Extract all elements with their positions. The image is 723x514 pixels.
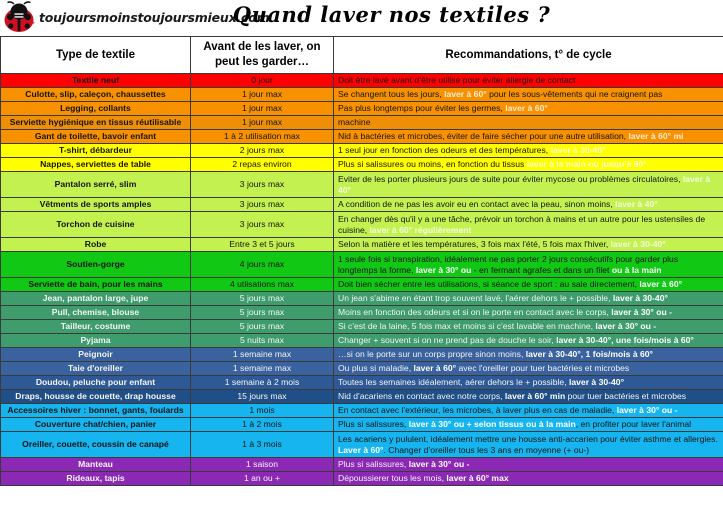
wash-temperature-highlight: laver à 30° ou - (611, 307, 673, 317)
recommendation-text: …si on le porte sur un corps propre sinon moins, (338, 349, 526, 359)
column-header-type: Type de textile (1, 37, 191, 74)
recommendation-text-cont: avec l'oreiller pour tuer bactéries et microbes (456, 363, 630, 373)
table-header-row (1, 37, 723, 74)
table-row (1, 158, 723, 172)
recommendation-text: Les acariens y pululent, idéalement mettre une housse anti-accarien pour éviter asthme et allergies. (338, 433, 718, 444)
wash-temperature-highlight: laver à 40° (338, 173, 711, 195)
cell-duration: 5 jours max (191, 292, 334, 306)
cell-textile-type: Serviette de bain, pour les mains (1, 278, 191, 292)
cell-duration: 1 mois (191, 404, 334, 418)
wash-temperature-highlight: laver à 30-40° (612, 293, 668, 303)
table-row (1, 306, 723, 320)
cell-recommendation (334, 88, 723, 102)
cell-recommendation (334, 320, 723, 334)
wash-frequency-table (0, 36, 723, 486)
recommendation-text: Selon la matière et les températures, 3 fois max l'été, 5 fois max l'hiver, (338, 239, 611, 249)
wash-temperature-highlight: laver à 40° (615, 199, 658, 209)
cell-duration: 1 jour max (191, 102, 334, 116)
cell-recommendation (334, 404, 723, 418)
cell-textile-type: Gant de toilette, bavoir enfant (1, 130, 191, 144)
cell-recommendation (334, 376, 723, 390)
cell-duration: 3 jours max (191, 212, 334, 238)
table-row (1, 278, 723, 292)
cell-duration: 2 jours max (191, 144, 334, 158)
cell-recommendation (334, 348, 723, 362)
cell-duration: 1 jour max (191, 88, 334, 102)
recommendation-text: Ou plus si maladie, (338, 363, 414, 373)
wash-temperature-highlight: laver à 60° (505, 103, 548, 113)
recommendation-text: 1 seul jour en fonction des odeurs et des températures, (338, 145, 551, 155)
table-row (1, 144, 723, 158)
cell-textile-type: Tailleur, costume (1, 320, 191, 334)
table-row (1, 348, 723, 362)
cell-textile-type: T-shirt, débardeur (1, 144, 191, 158)
recommendation-text: Plus si salissures ou moins, en fonction du tissus (338, 159, 527, 169)
cell-duration: 2 repas environ (191, 158, 334, 172)
cell-recommendation (334, 172, 723, 198)
recommendation-text-cont: pour les sous-vêtements qui ne craignent pas (486, 89, 663, 99)
wash-temperature-highlight: laver à 60° max (446, 473, 509, 483)
cell-duration: 1 jour max (191, 116, 334, 130)
recommendation-text: Doit bien sécher entre les utilisations, si séance de sport : au sale directement, (338, 279, 640, 289)
cell-duration: 1 à 2 mois (191, 418, 334, 432)
cell-recommendation (334, 458, 723, 472)
cell-duration: 1 an ou + (191, 472, 334, 486)
cell-textile-type: Rideaux, tapis (1, 472, 191, 486)
cell-recommendation (334, 362, 723, 376)
table-row (1, 292, 723, 306)
cell-recommendation (334, 472, 723, 486)
recommendation-text: Toutes les semaines idéalement, aérer dehors le + possible, (338, 377, 569, 387)
recommendation-text: Moins en fonction des odeurs et si on le porte en contact avec le corps, (338, 307, 612, 317)
cell-duration: 1 semaine à 2 mois (191, 376, 334, 390)
column-header-duration: Avant de les laver, on peut les garder… (191, 37, 334, 74)
wash-temperature-highlight: laver à 60° (413, 363, 457, 373)
recommendation-text: Se changent tous les jours, (338, 89, 445, 99)
table-row (1, 404, 723, 418)
cell-recommendation (334, 74, 723, 88)
cell-recommendation (334, 116, 723, 130)
wash-temperature-highlight: laver à 30-40° (568, 377, 625, 387)
recommendation-text: Nid à bactéries et microbes, éviter de faire sécher pour une autre utilisation, (338, 131, 629, 141)
wash-temperature-highlight: laver à 30° ou - (616, 405, 678, 415)
table-body (1, 74, 723, 486)
cell-textile-type: Pyjama (1, 334, 191, 348)
table-row (1, 376, 723, 390)
wash-temperature-highlight: laver à 30° ou (415, 264, 472, 275)
cell-textile-type: Manteau (1, 458, 191, 472)
recommendation-text-cont: , en profiter pour laver l'animal (575, 419, 692, 429)
recommendation-text: Dépoussierer tous les mois, (338, 473, 447, 483)
recommendation-text: Un jean s'abime en étant trop souvent lavé, l'aérer dehors le + possible, (338, 293, 613, 303)
cell-textile-type: Taie d'oreiller (1, 362, 191, 376)
wash-temperature-highlight: laver à 60° min (504, 391, 566, 401)
recommendation-text: En changer dès qu'il y a une tâche, prévoir un torchon à mains et un autre pour les ustensiles de cuisine, (338, 213, 706, 235)
cell-recommendation (334, 158, 723, 172)
column-header-recommendations: Recommandations, t° de cycle (334, 37, 723, 74)
recommendation-text-cont: pour tuer bactéries et microbes (565, 391, 687, 401)
cell-textile-type: Culotte, slip, caleçon, chaussettes (1, 88, 191, 102)
table-row (1, 172, 723, 198)
cell-textile-type: Draps, housse de couette, drap housse (1, 390, 191, 404)
wash-temperature-highlight: laver à 30° ou - (595, 321, 657, 331)
header-bar (0, 0, 723, 36)
cell-textile-type: Textile neuf (1, 74, 191, 88)
table-row (1, 458, 723, 472)
cell-recommendation (334, 418, 723, 432)
table-row (1, 390, 723, 404)
recommendation-text-cont: . Changer d’oreiller tous les 3 ans en moyenne (+ ou-) (383, 444, 590, 455)
wash-temperature-highlight: laver à 30-40°, 1 fois/mois à 60° (525, 349, 653, 359)
cell-duration: 1 semaine max (191, 362, 334, 376)
table-row (1, 472, 723, 486)
cell-duration: 3 jours max (191, 172, 334, 198)
table-row (1, 198, 723, 212)
recommendation-text-cont: - en fermant agrafes et dans un filet (471, 264, 612, 275)
brand-name: toujoursmoinstoujoursmieux.com (39, 9, 270, 25)
cell-textile-type: Serviette hygiénique en tissus réutilisable (1, 116, 191, 130)
cell-recommendation (334, 144, 723, 158)
table-row (1, 252, 723, 278)
wash-temperature-highlight: laver à 60° régulièrement (369, 224, 472, 235)
recommendation-text: Nid d'acariens en contact avec notre corps, (338, 391, 505, 401)
cell-textile-type: Accessoires hiver : bonnet, gants, foulards (1, 404, 191, 418)
cell-textile-type: Soutien-gorge (1, 252, 191, 278)
cell-duration: 15 jours max (191, 390, 334, 404)
recommendation-text: Plus si salissures, (338, 459, 409, 469)
recommendation-text: Doit être lavé avant d’être utilisé pour éviter allergie de contact (338, 75, 576, 85)
cell-recommendation (334, 252, 723, 278)
cell-textile-type: Torchon de cuisine (1, 212, 191, 238)
table-row (1, 432, 723, 458)
cell-recommendation (334, 238, 723, 252)
table-row (1, 418, 723, 432)
table-row (1, 238, 723, 252)
recommendation-text: 1 seule fois si transpiration, idéalement ne pas porter 2 jours consécutifs pour garder plus longtemps la forme, (338, 253, 679, 275)
cell-textile-type: Pantalon serré, slim (1, 172, 191, 198)
wash-temperature-highlight: laver à 60° (639, 279, 683, 289)
table-row (1, 334, 723, 348)
wash-temperature-highlight: laver à 30° ou + selon tissus ou à la main (408, 419, 576, 429)
table-row (1, 88, 723, 102)
wash-temperature-highlight: laver à 30-40° (610, 239, 666, 249)
cell-duration: 1 à 3 mois (191, 432, 334, 458)
cell-textile-type: Vêtments de sports amples (1, 198, 191, 212)
cell-duration: 0 jour (191, 74, 334, 88)
cell-textile-type: Nappes, serviettes de table (1, 158, 191, 172)
wash-temperature-highlight: Laver à 60° (338, 444, 384, 455)
wash-temperature-highlight: laver à 30-40° (550, 145, 606, 155)
wash-temperature-highlight: laver à la main ou jusqu’à 90° (526, 159, 647, 169)
wash-temperature-highlight: laver à 30-40°, une fois/mois à 60° (556, 335, 694, 345)
recommendation-text: En contact avec l'extérieur, les microbes, à laver plus en cas de maladie, (338, 405, 617, 415)
cell-recommendation (334, 130, 723, 144)
table-row (1, 130, 723, 144)
table-row (1, 116, 723, 130)
cell-duration: 1 à 2 utilisation max (191, 130, 334, 144)
wash-temperature-highlight: laver à 60° mi (628, 131, 684, 141)
cell-recommendation (334, 102, 723, 116)
table-row (1, 102, 723, 116)
recommendation-text: Changer + souvent si on ne prend pas de douche le soir, (338, 335, 557, 345)
recommendation-text: Plus si salissures, (338, 419, 409, 429)
cell-duration: Entre 3 et 5 jours (191, 238, 334, 252)
recommendation-text: machine (338, 117, 371, 127)
cell-textile-type: Couverture chat/chien, panier (1, 418, 191, 432)
cell-recommendation (334, 334, 723, 348)
cell-recommendation (334, 390, 723, 404)
cell-recommendation (334, 292, 723, 306)
cell-duration: 4 utlisations max (191, 278, 334, 292)
wash-temperature-highlight: laver à 60° (444, 89, 487, 99)
cell-textile-type: Oreiller, couette, coussin de canapé (1, 432, 191, 458)
recommendation-text: Si c'est de la laine, 5 fois max et moins si c'est lavable en machine, (338, 321, 596, 331)
cell-textile-type: Peignoir (1, 348, 191, 362)
cell-recommendation (334, 306, 723, 320)
table-row (1, 212, 723, 238)
cell-recommendation (334, 278, 723, 292)
cell-duration: 1 semaine max (191, 348, 334, 362)
table-row (1, 74, 723, 88)
cell-duration: 3 jours max (191, 198, 334, 212)
cell-recommendation (334, 212, 723, 238)
cell-duration: 5 jours max (191, 306, 334, 320)
cell-duration: 5 nuits max (191, 334, 334, 348)
table-row (1, 320, 723, 334)
cell-recommendation (334, 198, 723, 212)
table-row (1, 362, 723, 376)
recommendation-text: Eviter de les porter plusieurs jours de suite pour éviter mycose ou problèmes circulatoires, (338, 173, 683, 184)
cell-textile-type: Jean, pantalon large, jupe (1, 292, 191, 306)
recommendation-text: Pas plus longtemps pour éviter les germes, (338, 103, 506, 113)
wash-method-highlight: ou à la main (611, 264, 662, 275)
cell-textile-type: Legging, collants (1, 102, 191, 116)
cell-duration: 5 jours max (191, 320, 334, 334)
cell-textile-type: Pull, chemise, blouse (1, 306, 191, 320)
wash-temperature-highlight: laver à 30° ou - (408, 459, 470, 469)
page-title: Quand laver nos textiles ? (232, 2, 551, 27)
cell-duration: 1 saison (191, 458, 334, 472)
recommendation-text: A condition de ne pas les avoir eu en contact avec la peau, sinon moins, (338, 199, 616, 209)
cell-textile-type: Robe (1, 238, 191, 252)
cell-textile-type: Doudou, peluche pour enfant (1, 376, 191, 390)
cell-recommendation (334, 432, 723, 458)
cell-duration: 4 jours max (191, 252, 334, 278)
